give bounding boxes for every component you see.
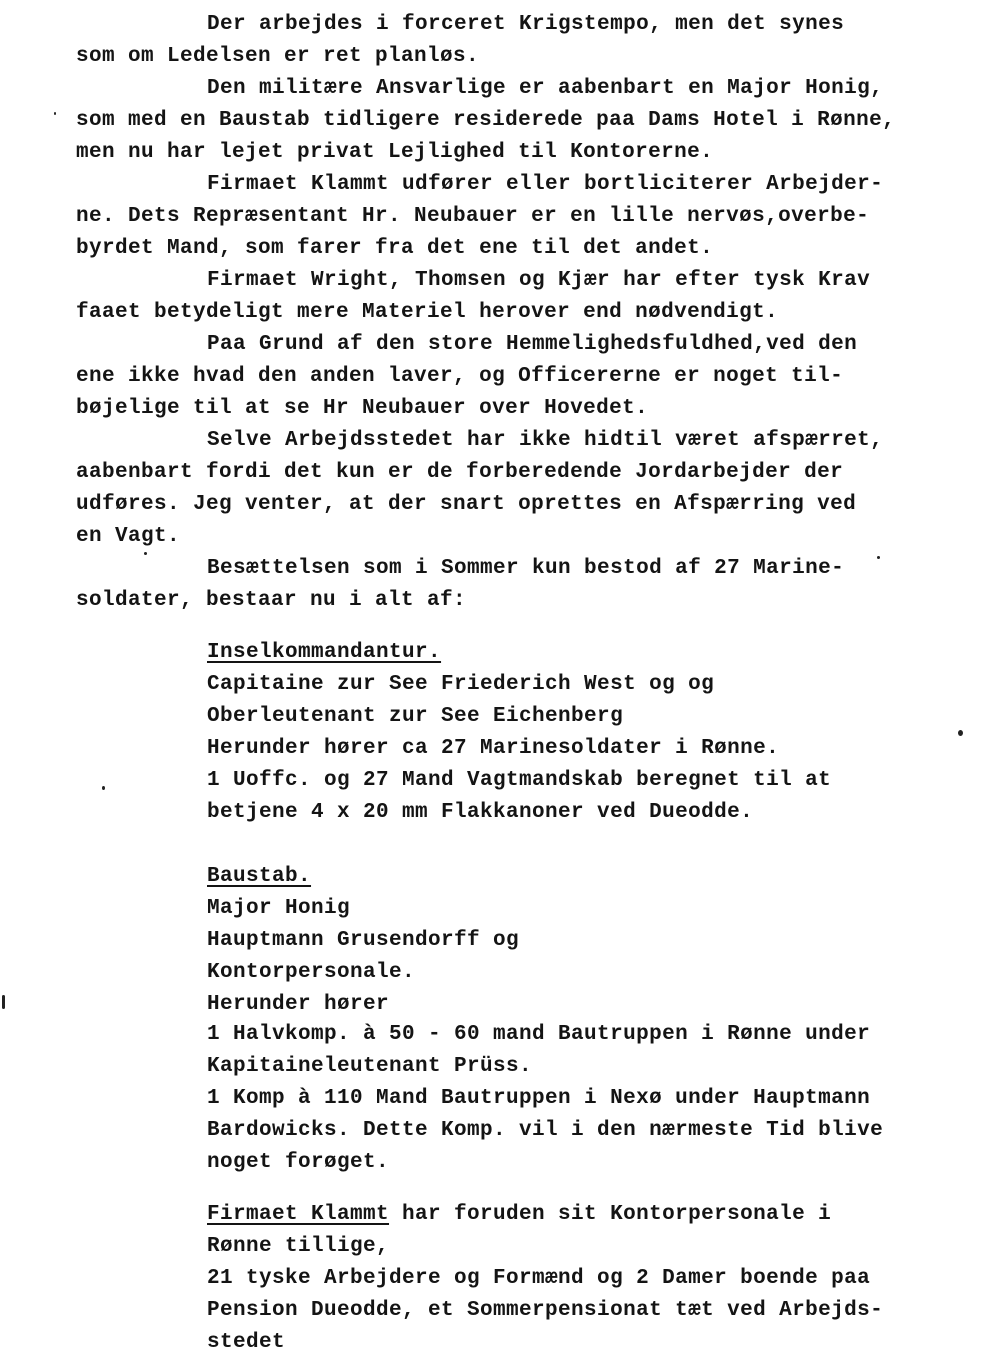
text-line: Kapitaineleutenant Prüss. <box>207 1055 533 1078</box>
text-line: som om Ledelsen er ret planløs. <box>76 45 480 68</box>
ink-speck <box>144 552 147 555</box>
text-line: Oberleutenant zur See Eichenberg <box>207 705 624 728</box>
text-line: Der arbejdes i forceret Krigstempo, men det synes <box>207 13 845 36</box>
text-line: 1 Komp à 110 Mand Bautruppen i Nexø under Hauptmann <box>207 1087 871 1110</box>
text-line <box>207 1202 831 1228</box>
text-line: Besættelsen som i Sommer kun bestod af 27 Marine- <box>207 557 845 580</box>
text-line: soldater, bestaar nu i alt af: <box>76 589 467 612</box>
text-line: stedet <box>207 1331 286 1354</box>
ink-speck <box>958 730 963 736</box>
text-line: Rønne tillige, <box>207 1235 390 1258</box>
text-line: Major Honig <box>207 897 351 920</box>
text-line: Selve Arbejdsstedet har ikke hidtil været afspærret, <box>207 429 884 452</box>
text-line: 1 Uoffc. og 27 Mand Vagtmandskab beregnet til at <box>207 769 832 792</box>
text-line: aabenbart fordi det kun er de forberedende Jordarbejder der <box>76 461 844 484</box>
text-line: 1 Halvkomp. à 50 - 60 mand Bautruppen i Rønne under <box>207 1023 871 1046</box>
text-line: Den militære Ansvarlige er aabenbart en Major Honig, <box>207 77 884 100</box>
text-line: Herunder hører <box>207 993 390 1016</box>
text-line: Pension Dueodde, et Sommerpensionat tæt ved Arbejds- <box>207 1299 884 1322</box>
text-line: ene ikke hvad den anden laver, og Officererne er noget til- <box>76 365 844 388</box>
text-line: bøjelige til at se Hr Neubauer over Hovedet. <box>76 397 649 420</box>
ink-speck <box>102 786 105 790</box>
text-line: betjene 4 x 20 mm Flakkanoner ved Dueodde. <box>207 801 754 824</box>
text-line: faaet betydeligt mere Materiel herover end nødvendigt. <box>76 301 779 324</box>
firm-name-underlined: Firmaet Klammt <box>207 1203 390 1226</box>
text-line: Capitaine zur See Friederich West og og <box>207 673 715 696</box>
text-line: Paa Grund af den store Hemmelighedsfuldhed,ved den <box>207 333 858 356</box>
text-line: 21 tyske Arbejdere og Formænd og 2 Damer boende paa <box>207 1267 871 1290</box>
section-heading-inselkommandantur: Inselkommandantur. <box>207 641 442 664</box>
text-line: Kontorpersonale. <box>207 961 416 984</box>
section-heading-baustab: Baustab. <box>207 865 312 888</box>
text-line: som med en Baustab tidligere residerede paa Dams Hotel i Rønne, <box>76 109 896 132</box>
text-line: Herunder hører ca 27 Marinesoldater i Rønne. <box>207 737 780 760</box>
text-line: en Vagt. <box>76 525 181 548</box>
text-fragment: har foruden sit Kontorpersonale i <box>389 1203 832 1226</box>
text-line: byrdet Mand, som farer fra det ene til det andet. <box>76 237 714 260</box>
ink-speck <box>877 556 880 559</box>
text-line: ne. Dets Repræsentant Hr. Neubauer er en lille nervøs,overbe- <box>76 205 870 228</box>
ink-speck <box>2 995 5 1009</box>
text-line: Bardowicks. Dette Komp. vil i den nærmeste Tid blive <box>207 1119 884 1142</box>
text-line: udføres. Jeg venter, at der snart oprettes en Afspærring ved <box>76 493 857 516</box>
text-line: Firmaet Wright, Thomsen og Kjær har efter tysk Krav <box>207 269 871 292</box>
text-line: Hauptmann Grusendorff og <box>207 929 520 952</box>
text-line: noget forøget. <box>207 1151 390 1174</box>
text-line: men nu har lejet privat Lejlighed til Kontorerne. <box>76 141 714 164</box>
text-line: Firmaet Klammt udfører eller bortliciterer Arbejder- <box>207 173 884 196</box>
ink-speck <box>54 112 56 115</box>
